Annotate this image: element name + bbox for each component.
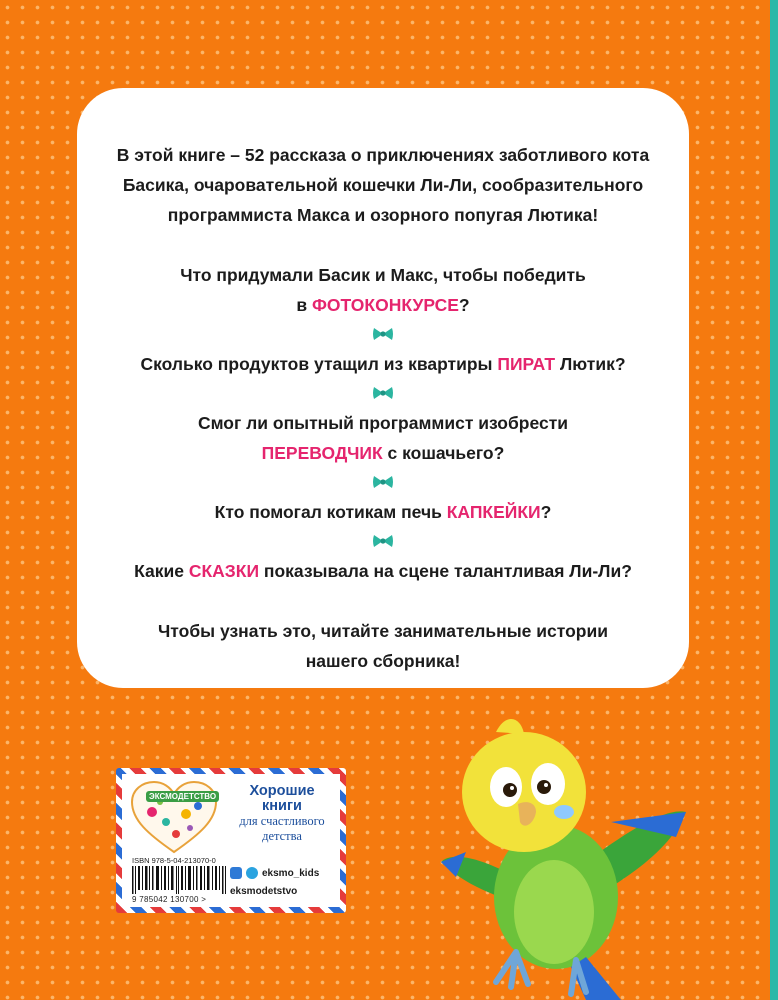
question-3 — [107, 408, 659, 468]
highlight-cupcakes: КАПКЕЙКИ — [446, 502, 541, 522]
social-handle-detstvo: eksmodetstvo — [230, 885, 298, 897]
question-3-post: с кошачьего? — [382, 443, 505, 463]
question-1-line1: Что придумали Басик и Макс, чтобы победить — [180, 265, 586, 285]
question-1-pre: в — [296, 295, 312, 315]
social-handle-kids: eksmo_kids — [262, 867, 320, 879]
slogan — [226, 784, 338, 844]
question-3-line1: Смог ли опытный программист изобрести — [197, 413, 569, 433]
question-4-post: ? — [540, 502, 552, 522]
publisher-badge — [116, 768, 346, 913]
question-2 — [107, 349, 659, 379]
highlight-fairytales: СКАЗКИ — [188, 561, 260, 581]
slogan-line4: детства — [262, 829, 302, 843]
highlight-translator: ПЕРЕВОДЧИК — [261, 443, 383, 463]
barcode-number: 9 785042 130700 > — [132, 895, 207, 904]
highlight-photocontest: ФОТОКОНКУРСЕ — [312, 295, 459, 315]
heart-logo-icon — [128, 778, 220, 856]
question-4 — [107, 497, 659, 527]
intro-text: В этой книге – 52 рассказа о приключениях заботливого кота Басика, очаровательной кошечки Ли-Ли, сообразительного программиста Макса и озорного попугая Лютика! — [116, 145, 650, 225]
question-5 — [107, 556, 659, 586]
outro-line2: нашего сборника! — [305, 651, 461, 671]
slogan-line2: книги — [262, 798, 302, 814]
question-2-post: Лютик? — [555, 354, 626, 374]
highlight-pirate: ПИРАТ — [497, 354, 556, 374]
slogan-line3: для счастливого — [239, 814, 325, 828]
social-row-2 — [230, 882, 319, 900]
parrot-illustration — [436, 712, 698, 1000]
social-links — [230, 864, 319, 900]
bow-icon — [372, 534, 394, 548]
question-5-post: показывала на сцене талантливая Ли-Ли? — [259, 561, 632, 581]
bow-icon — [372, 475, 394, 489]
slogan-line1: Хорошие — [249, 783, 315, 799]
telegram-icon — [246, 867, 258, 879]
description-card — [77, 88, 689, 688]
book-spine-edge — [770, 0, 778, 1000]
isbn-text: ISBN 978-5-04-213070-0 — [132, 856, 216, 865]
bow-icon — [372, 327, 394, 341]
question-1-post: ? — [458, 295, 470, 315]
question-5-pre: Какие — [134, 561, 189, 581]
question-1 — [107, 260, 659, 320]
outro-line1: Чтобы узнать это, читайте занимательные истории — [158, 621, 608, 641]
outro-text — [107, 616, 659, 676]
vk-icon — [230, 867, 242, 879]
barcode-icon — [132, 866, 228, 894]
bow-icon — [372, 386, 394, 400]
social-row-1 — [230, 864, 319, 882]
brand-label: ЭКСМОДЕТСТВО — [146, 791, 219, 802]
question-4-pre: Кто помогал котикам печь — [214, 502, 447, 522]
question-2-pre: Сколько продуктов утащил из квартиры — [140, 354, 498, 374]
